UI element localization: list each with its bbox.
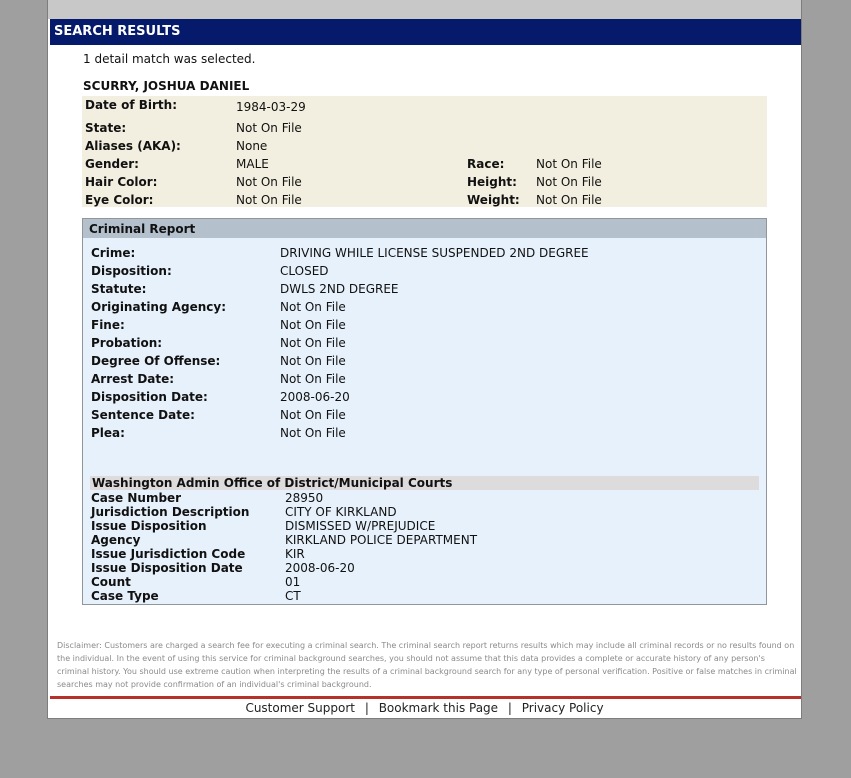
report-label: Disposition:: [91, 264, 172, 278]
results-page: [47, 0, 802, 719]
court-source-title: Washington Admin Office of District/Municipal Courts: [90, 476, 759, 490]
court-label: Jurisdiction Description: [91, 505, 250, 519]
customer-support-link[interactable]: Customer Support: [245, 701, 355, 715]
aliases-label: Aliases (AKA):: [85, 139, 181, 153]
court-value: 01: [285, 575, 301, 589]
eye-value: Not On File: [236, 193, 302, 207]
disclaimer-text: Disclaimer: Customers are charged a search fee for executing a criminal search. The criminal search report returns results which may include all criminal records or no results found on the individual. In the event of using this service for criminal background searches, you should not assume that this data provides a complete or accurate history of any person's criminal history. You should use extreme caution when interpreting the results of a criminal background search for any type of personal verification. Positive or false matches in criminal searches may not provide confirmation of an individual's criminal background.: [57, 641, 797, 689]
report-label: Arrest Date:: [91, 372, 175, 386]
footer-links: [48, 701, 801, 715]
hair-label: Hair Color:: [85, 175, 158, 189]
court-label: Case Number: [91, 491, 182, 505]
footer-divider: [50, 696, 801, 699]
dob-label: Date of Birth:: [85, 98, 178, 112]
report-value: Not On File: [280, 336, 346, 350]
report-label: Disposition Date:: [91, 390, 208, 404]
court-value: CITY OF KIRKLAND: [285, 505, 397, 519]
section-title: SEARCH RESULTS: [50, 19, 801, 45]
court-label: Issue Jurisdiction Code: [91, 547, 246, 561]
report-label: Originating Agency:: [91, 300, 227, 314]
court-value: CT: [285, 589, 301, 603]
court-value: 2008-06-20: [285, 561, 355, 575]
height-value: Not On File: [536, 175, 602, 189]
report-value: Not On File: [280, 372, 346, 386]
dob-value: 1984-03-29: [236, 100, 306, 114]
report-label: Sentence Date:: [91, 408, 195, 422]
report-value: DRIVING WHILE LICENSE SUSPENDED 2ND DEGREE: [280, 246, 589, 260]
person-name: SCURRY, JOSHUA DANIEL: [83, 79, 250, 93]
gender-value: MALE: [236, 157, 269, 171]
report-value: Not On File: [280, 408, 346, 422]
court-value: DISMISSED W/PREJUDICE: [285, 519, 436, 533]
report-label: Plea:: [91, 426, 125, 440]
report-value: Not On File: [280, 354, 346, 368]
race-value: Not On File: [536, 157, 602, 171]
criminal-report-title: Criminal Report: [83, 219, 766, 238]
gender-label: Gender:: [85, 157, 139, 171]
match-message: 1 detail match was selected.: [83, 52, 256, 66]
state-value: Not On File: [236, 121, 302, 135]
court-value: KIRKLAND POLICE DEPARTMENT: [285, 533, 478, 547]
court-value: KIR: [285, 547, 305, 561]
report-value: 2008-06-20: [280, 390, 350, 404]
court-label: Agency: [91, 533, 141, 547]
footer-separator: |: [364, 701, 369, 715]
report-value: CLOSED: [280, 264, 329, 278]
top-strip: [48, 0, 801, 19]
criminal-report-panel: [82, 218, 767, 605]
race-label: Race:: [467, 157, 505, 171]
court-label: Case Type: [91, 589, 159, 603]
report-label: Fine:: [91, 318, 125, 332]
identity-panel: [82, 96, 767, 207]
court-label: Issue Disposition Date: [91, 561, 243, 575]
report-label: Crime:: [91, 246, 136, 260]
weight-label: Weight:: [467, 193, 520, 207]
report-label: Probation:: [91, 336, 163, 350]
state-label: State:: [85, 121, 127, 135]
report-value: Not On File: [280, 300, 346, 314]
report-label: Degree Of Offense:: [91, 354, 221, 368]
court-label: Issue Disposition: [91, 519, 207, 533]
hair-value: Not On File: [236, 175, 302, 189]
eye-label: Eye Color:: [85, 193, 154, 207]
report-value: DWLS 2ND DEGREE: [280, 282, 399, 296]
court-value: 28950: [285, 491, 324, 505]
report-label: Statute:: [91, 282, 147, 296]
report-value: Not On File: [280, 426, 346, 440]
privacy-policy-link[interactable]: Privacy Policy: [521, 701, 604, 715]
court-label: Count: [91, 575, 131, 589]
height-label: Height:: [467, 175, 517, 189]
report-value: Not On File: [280, 318, 346, 332]
bookmark-page-link[interactable]: Bookmark this Page: [378, 701, 499, 715]
footer-separator: |: [507, 701, 512, 715]
weight-value: Not On File: [536, 193, 602, 207]
aliases-value: None: [236, 139, 268, 153]
